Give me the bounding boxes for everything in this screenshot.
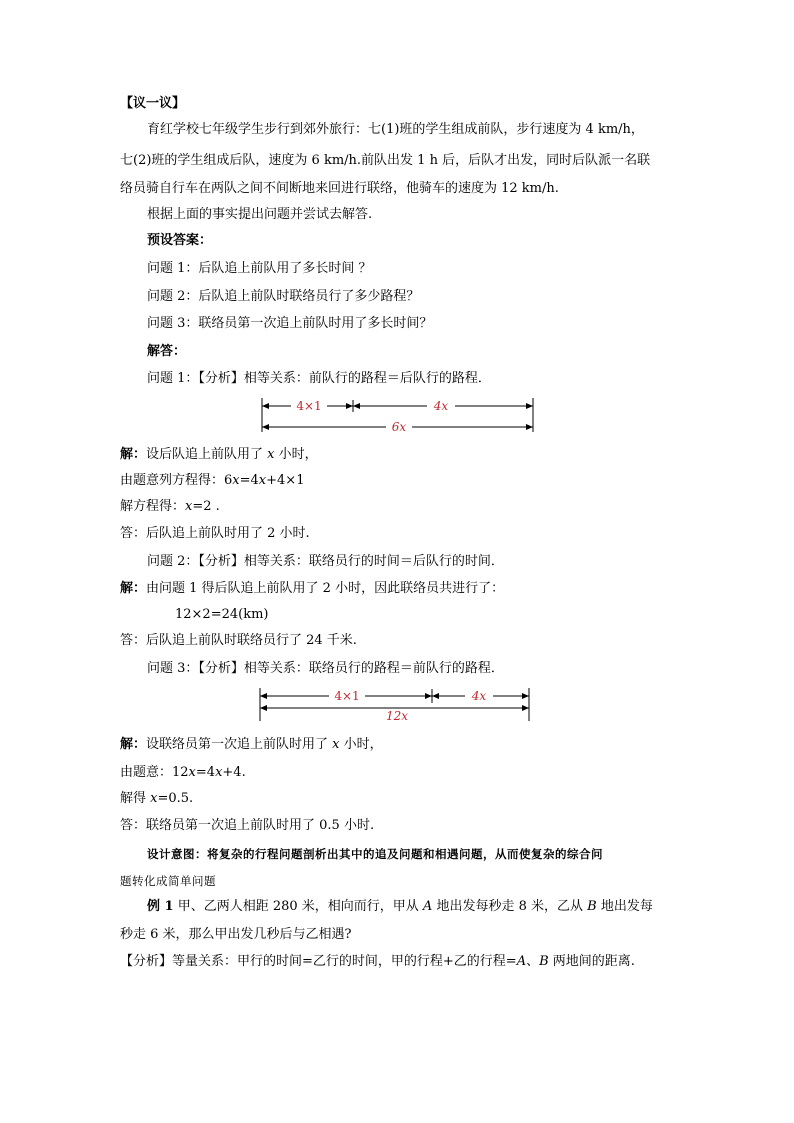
- problem-1-analysis: 问题 1：【分析】相等关系：前队行的路程＝后队行的路程．: [147, 371, 491, 386]
- text: 由问题 1 得后队追上前队用了 2 小时，因此联络员共进行了：: [146, 581, 505, 596]
- problem-2-calculation: 12×2=24(km): [175, 607, 269, 622]
- text: 地出发每秒走 8 米，乙从: [432, 899, 588, 914]
- design-intent-line-1: [147, 845, 603, 863]
- distance-diagram-1: [255, 392, 540, 438]
- variable-x: x: [258, 473, 267, 488]
- text: 等量关系：甲行的时间=乙行的时间，甲的行程+乙的行程=: [172, 954, 517, 969]
- text: 甲、乙两人相距 280 米，相向而行，甲从: [173, 899, 423, 914]
- intro-line-4: 根据上面的事实提出问题并尝试去解答.: [147, 207, 373, 222]
- variable-x: x: [267, 447, 275, 462]
- problem-2-solution-1: [120, 580, 504, 598]
- text: +4.: [222, 765, 246, 780]
- problem-1-answer: 答：后队追上前队时用了 2 小时.: [120, 526, 310, 541]
- diagram-1-seg1-label: 4×1: [296, 399, 322, 413]
- analysis-label: 【分析】: [120, 954, 173, 969]
- problem-2-answer: 答：后队追上前队时联络员行了 24 千米.: [120, 633, 357, 648]
- distance-diagram-2: [255, 683, 540, 727]
- text: 、: [526, 954, 540, 969]
- text: 解方程得：: [120, 499, 186, 514]
- answer-heading: 解答：: [147, 344, 187, 359]
- variable-x: x: [232, 473, 240, 488]
- intro-line-2: 七(2)班的学生组成后队，速度为 6 km/h.前队出发 1 h 后，后队才出发，同时后队派一名联: [120, 153, 651, 168]
- example-label: 例 1: [147, 899, 174, 914]
- preset-question-3: 问题 3：联络员第一次追上前队时用了多长时间？: [147, 316, 433, 331]
- diagram-2-seg2-label: 4x: [471, 689, 487, 703]
- text: 设后队追上前队用了: [146, 447, 268, 462]
- text: 地出发每: [596, 899, 653, 914]
- variable-x: x: [185, 499, 193, 514]
- problem-3-answer: 答：联络员第一次追上前队时用了 0.5 小时.: [120, 818, 375, 833]
- section-title: 【议一议】: [120, 96, 186, 111]
- text: 小时，: [339, 737, 383, 752]
- design-intent-line-2: 题转化成简单问题: [120, 874, 216, 888]
- problem-3-solution-3: [120, 790, 193, 808]
- diagram-1-total-label: 6x: [391, 420, 407, 434]
- design-intent-text: 设计意图：将复杂的行程问题剖析出其中的追及问题和相遇问题，从而使复杂的综合问: [147, 847, 603, 861]
- problem-2-analysis: 问题 2：【分析】相等关系：联络员行的时间＝后队行的时间．: [147, 554, 504, 569]
- problem-1-solution-2: [120, 472, 304, 490]
- preset-heading: 预设答案：: [147, 233, 213, 248]
- preset-question-1: 问题 1：后队追上前队用了多长时间 ？: [147, 261, 372, 276]
- problem-1-solution-3: [120, 498, 220, 516]
- intro-line-1: 育红学校七年级学生步行到郊外旅行：七(1)班的学生组成前队，步行速度为 4 km/h，: [147, 122, 644, 137]
- diagram-1-seg2-label: 4x: [433, 399, 449, 413]
- text: 两地间的距离.: [548, 954, 635, 969]
- problem-3-solution-2: [120, 764, 246, 782]
- text: 解得: [120, 791, 151, 806]
- example-1-analysis: [120, 953, 635, 971]
- diagram-2-seg1-label: 4×1: [334, 689, 360, 703]
- text: 由题意列方程得：6: [120, 473, 233, 488]
- problem-3-analysis: 问题 3：【分析】相等关系：联络员行的路程＝前队行的路程．: [147, 661, 504, 676]
- variable-x: x: [332, 737, 340, 752]
- problem-3-solution-1: [120, 736, 383, 754]
- diagram-2-total-label: 12x: [385, 709, 409, 723]
- text: 设联络员第一次追上前队时用了: [146, 737, 333, 752]
- solution-label: 解：: [120, 737, 147, 752]
- point-a: A: [422, 899, 433, 914]
- text: =4: [239, 473, 259, 488]
- example-1-line-1: [147, 898, 653, 916]
- intro-line-3: 络员骑自行车在两队之间不间断地来回进行联络，他骑车的速度为 12 km/h.: [120, 181, 559, 196]
- variable-x: x: [150, 791, 158, 806]
- text: =2 .: [192, 499, 220, 514]
- text: +4×1: [266, 473, 305, 488]
- variable-x: x: [215, 765, 223, 780]
- solution-label: 解：: [120, 581, 147, 596]
- point-b: B: [539, 954, 549, 969]
- preset-question-2: 问题 2：后队追上前队时联络员行了多少路程？: [147, 289, 420, 304]
- text: =0.5.: [157, 791, 194, 806]
- point-b: B: [587, 899, 597, 914]
- example-1-line-2: 秒走 6 米，那么甲出发几秒后与乙相遇?: [120, 927, 352, 942]
- text: 小时，: [274, 447, 318, 462]
- variable-x: x: [188, 765, 196, 780]
- text: =4: [195, 765, 216, 780]
- text: 由题意：12: [120, 765, 189, 780]
- problem-1-solution-1: [120, 446, 318, 464]
- solution-label: 解：: [120, 447, 147, 462]
- point-a: A: [516, 954, 527, 969]
